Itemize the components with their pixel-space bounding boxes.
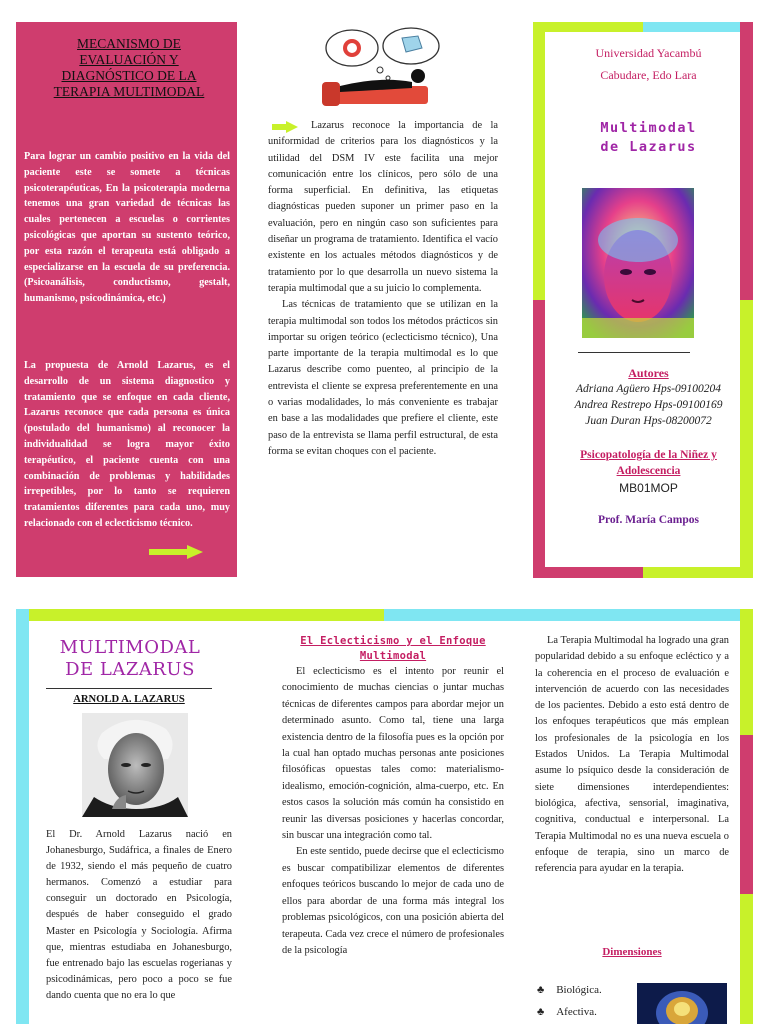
cover-panel	[545, 22, 752, 577]
therapy-illustration	[300, 26, 445, 108]
list-item	[537, 979, 637, 1001]
dimension-label: Afectiva.	[556, 1006, 597, 1018]
frame-bar	[533, 300, 545, 578]
professor-name: Prof. María Campos	[597, 514, 700, 526]
club-bullet-icon: ♣	[537, 984, 545, 996]
author-3: Juan Duran Hps-08200072	[585, 415, 712, 427]
university-location: Cabudare, Edo Lara	[600, 68, 697, 82]
lazarus-heading	[40, 637, 220, 681]
divider	[46, 688, 212, 689]
lazarus-heading-line1: MULTIMODAL	[59, 637, 201, 658]
diagnosis-paragraph-2: Las técnicas de tratamiento que se utilizan en la terapia multimodal son todos los métodos prácticos sin importar su origen teórico (eclecticismo técnico), Una parte importante de la terapia multimodal es lo que Lazarus describe como puenteo, al principio de la entrevista el cliente se expresa preferentemente en una o varias modalidades, lo más conveniente es trabajar en base a las modalidades que prefiere el cliente, este paso de la entrevista se llama perfil estructural, de esta forma se evitan choques con el paciente.	[268, 299, 498, 457]
author-1: Adriana Agüero Hps-09100204	[575, 383, 722, 395]
cover-title-line2: de Lazarus	[600, 139, 697, 155]
authors-heading: Autores	[628, 366, 669, 380]
course-name-line2: Adolescencia	[616, 465, 681, 477]
frame-bar	[740, 894, 753, 1024]
lazarus-subtitle: ARNOLD A. LAZARUS	[73, 694, 185, 705]
frame-bar	[384, 609, 753, 621]
diagnosis-text	[268, 118, 498, 460]
club-bullet-icon: ♣	[537, 1006, 545, 1018]
dimensions-list	[537, 979, 637, 1023]
frame-bar	[16, 609, 384, 621]
frame-bar	[740, 735, 753, 894]
evaluation-paragraph-2: La propuesta de Arnold Lazarus, es el desarrollo de un sistema diagnostico y tratamiento que se enfoque en cada cliente, Lazarus reconoce que cada persona es única (postulado del humanismo) al reconocer la individualidad se logra mayor éxito terapéutico, el paciente cuenta con una combinación de problemas y habilidades irrepetibles, por lo tanto se requieren tratamientos diferentes para cada uno, muy relacionado con el eclecticismo técnico.	[24, 360, 230, 529]
university-name: Universidad Yacambú	[595, 46, 702, 60]
multimodal-paragraph: La Terapia Multimodal ha logrado una gran popularidad debido a su enfoque ecléctico y a la coherencia en el proceso de evaluación e intervención de acuerdo con las necesidades de los pacientes. Debido a esto está dentro de los enfoques terapéuticos que más emplean los profesionales de la psicología en los Estados Unidos. La Terapia Multimodal asume lo psíquico desde la consideración de siete dimensiones interdependientes: biológica, afectiva, sensorial, imaginativa, cognitiva, conductual e interpersonal. La Terapia Multimodal no es una nueva escuela o enfoque de terapia, sino un marco de referencia para ayudar en la terapia.	[535, 635, 729, 875]
frame-bar	[533, 22, 545, 300]
colorful-face-image	[582, 188, 694, 338]
evaluation-paragraph-1: Para lograr un cambio positivo en la vida del paciente este se somete a técnicas psicoterapéuticas, En la psicoterapia moderna tenemos una gran variedad de técnicas las cuales pertenecen a escuelas o corrientes psicológicas que aportan su sustento teórico, por esta razón el terapeuta está obligado a especializarse en la escuela de su preferencia. (Psicoanálisis, conductismo, gestalt, humanismo, psicodinámica, etc.)	[24, 151, 230, 305]
divider	[578, 352, 690, 353]
lazarus-heading-line2: DE LAZARUS	[65, 659, 195, 680]
right-arrow-icon	[149, 545, 203, 559]
multimodal-text	[535, 633, 729, 877]
cover-title-line1: Multimodal	[600, 120, 697, 136]
eclecticism-title: El Eclecticismo y el Enfoque Multimodal	[300, 635, 486, 662]
frame-bar	[16, 609, 29, 1024]
brain-image	[637, 983, 727, 1024]
evaluation-title: MECANISMO DE EVALUACIÓN Y DIAGNÓSTICO DE LA TERAPIA MULTIMODAL	[53, 36, 205, 99]
course-code: MB01MOP	[619, 481, 678, 495]
arnold-lazarus-portrait	[82, 713, 188, 817]
lazarus-bio: El Dr. Arnold Lazarus nació en Johanesburgo, Sudáfrica, a finales de Enero de 1932, siendo el más pequeño de cuatro hermanos. Comenzó a estudiar para conseguir un doctorado en Psicología, después de haber conseguido el grado Master en Psicología y Sociología. Afirma que, mientras estudiaba en Johanesburgo, fue entrenado bajo las escuelas rogerianas y psicodinámicas, pero poco a poco se fue dando cuenta que no era lo que	[46, 829, 232, 1001]
dimension-label: Biológica.	[556, 984, 602, 996]
evaluation-panel	[16, 22, 237, 577]
author-2: Andrea Restrepo Hps-09100169	[574, 399, 723, 411]
list-item	[537, 1001, 637, 1023]
frame-bar	[740, 609, 753, 735]
eclecticism-paragraph-1: El eclecticismo es el intento por reunir el conocimiento de muchas ciencias o juntar muchas técnicas de diferentes campos para abordar mejor un determinado asunto. Como tal, tiene una larga existencia dentro de la filosofía pues es la opción por la cual han optado muchas personas ante posiciones filosóficas opuestas tales como: materialismo-idealismo, emoción-cognición, alma-cuerpo, etc. En estos casos la solución más común ha consistido en reunir las diversas posiciones y hacerlas concordar, sin buscar una integración como tal.	[282, 666, 504, 842]
dimensions-heading: Dimensiones	[602, 946, 662, 958]
course-name-line1: Psicopatología de la Niñez y	[580, 449, 717, 461]
eclecticism-paragraph-2: En este sentido, puede decirse que el eclecticismo es buscar compatibilizar elementos de diferentes enfoques teóricos buscando lo mejor de cada uno de ellos para abordar de una forma más integral los problemas psicológicos, con una posición abierta del terapeuta. Cada vez crece el número de profesionales de la psicología	[282, 846, 504, 956]
diagnosis-paragraph-1: Lazarus reconoce la importancia de la uniformidad de criterios para los diagnósticos y la utilidad del DSM IV este facilita una mejor comunicación entre los clínicos, pero sólo de una forma superficial. En definitiva, las etiquetas diagnósticas pueden suponer un primer paso en la evaluación, pero en ningún caso son suficientes para diseñar un programa de tratamiento. Identifica el vacío existente en los actuales métodos diagnósticos y de tratamiento por lo que desarrolla un nuevo sistema la terapia multimodal que a su juicio lo complementa.	[268, 120, 498, 294]
eclecticism-text	[282, 664, 504, 959]
